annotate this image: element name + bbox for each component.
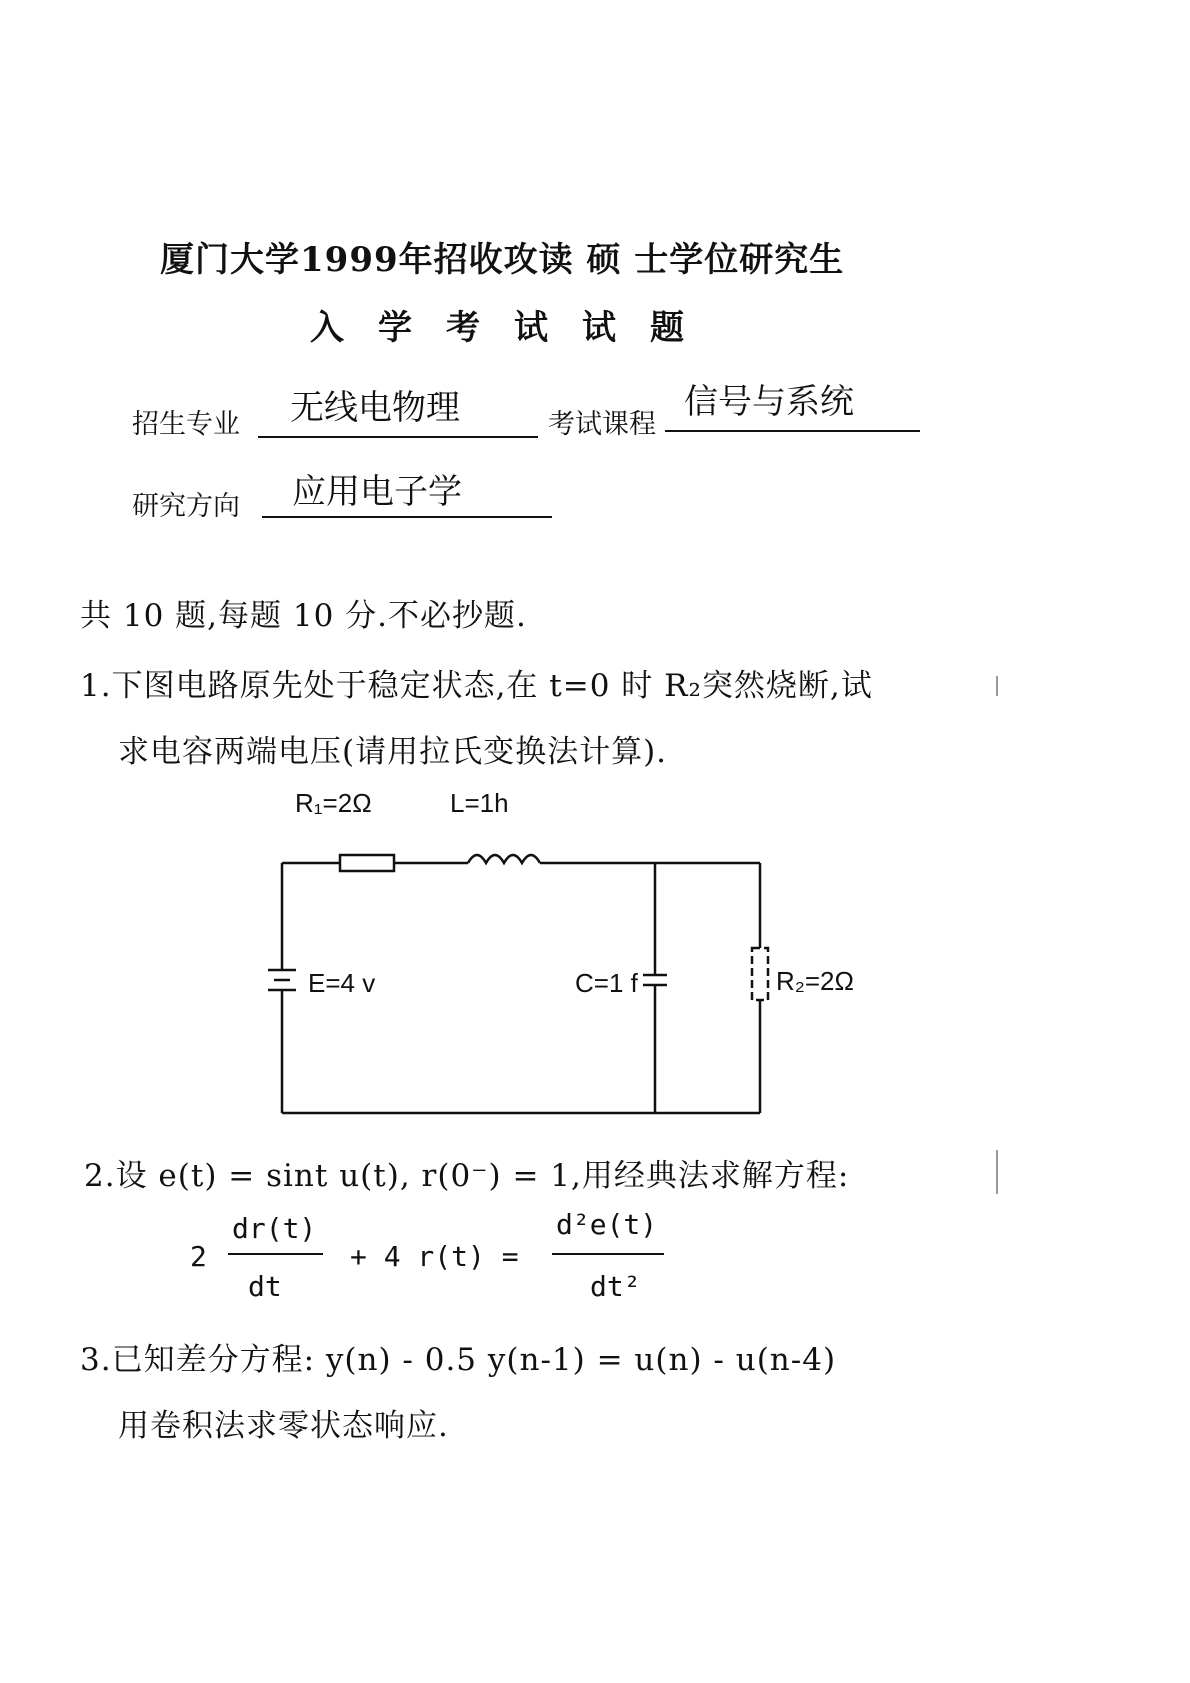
- question-number: 2.: [84, 1158, 116, 1194]
- question-3-line2: 用卷积法求零状态响应.: [118, 1408, 449, 1444]
- equation-coefficient: 2: [190, 1240, 207, 1273]
- course-underline: [665, 430, 920, 432]
- major-label: 招生专业: [132, 409, 240, 440]
- circuit-diagram: [250, 780, 900, 1120]
- inductor-label: L=1h: [450, 788, 509, 818]
- instructions: 共 10 题,每题 10 分.不必抄题.: [80, 598, 527, 634]
- capacitor-label: C=1 f: [575, 968, 638, 998]
- equation-denominator-2: dt²: [590, 1270, 641, 1303]
- question-1-line2: 求电容两端电压(请用拉氏变换法计算).: [118, 734, 668, 770]
- direction-label: 研究方向: [132, 491, 240, 522]
- direction-underline: [262, 516, 552, 518]
- major-value: 无线电物理: [290, 388, 460, 428]
- equation-denominator-1: dt: [248, 1270, 282, 1303]
- inductor-l: [468, 855, 540, 863]
- question-text: 设 e(t) = sint u(t), r(0⁻) = 1,用经典法求解方程:: [115, 1158, 850, 1194]
- course-label: 考试课程: [548, 409, 656, 440]
- exam-subtitle: 入学考试试题: [310, 308, 718, 348]
- equation-numerator-1: dr(t): [232, 1212, 317, 1245]
- question-text: 已知差分方程: y(n) - 0.5 y(n-1) = u(n) - u(n-4): [111, 1342, 837, 1378]
- question-number: 1.: [80, 668, 112, 704]
- course-value: 信号与系统: [684, 382, 854, 422]
- source-label: E=4 v: [308, 968, 376, 998]
- question-2: [84, 1150, 849, 1195]
- major-underline: [258, 436, 538, 438]
- equation-middle: + 4 r(t) =: [350, 1240, 519, 1273]
- question-3: [80, 1334, 836, 1379]
- r1-label: R₁=2Ω: [295, 788, 372, 818]
- fraction-bar-2: [552, 1253, 664, 1255]
- question-1: [80, 660, 873, 705]
- resistor-r1: [340, 855, 394, 871]
- exam-title: 厦门大学1999年招收攻读 硕 士学位研究生: [160, 240, 845, 280]
- scan-mark: [996, 676, 998, 696]
- question-text: 下图电路原先处于稳定状态,在 t=0 时 R₂突然烧断,试: [111, 668, 873, 704]
- equation-numerator-2: d²e(t): [556, 1208, 658, 1241]
- direction-value: 应用电子学: [292, 472, 462, 512]
- r2-label: R₂=2Ω: [776, 966, 854, 996]
- fraction-bar-1: [228, 1253, 323, 1255]
- question-number: 3.: [80, 1342, 112, 1378]
- resistor-r2-burnt: [752, 948, 768, 1000]
- scan-mark: [996, 1150, 998, 1194]
